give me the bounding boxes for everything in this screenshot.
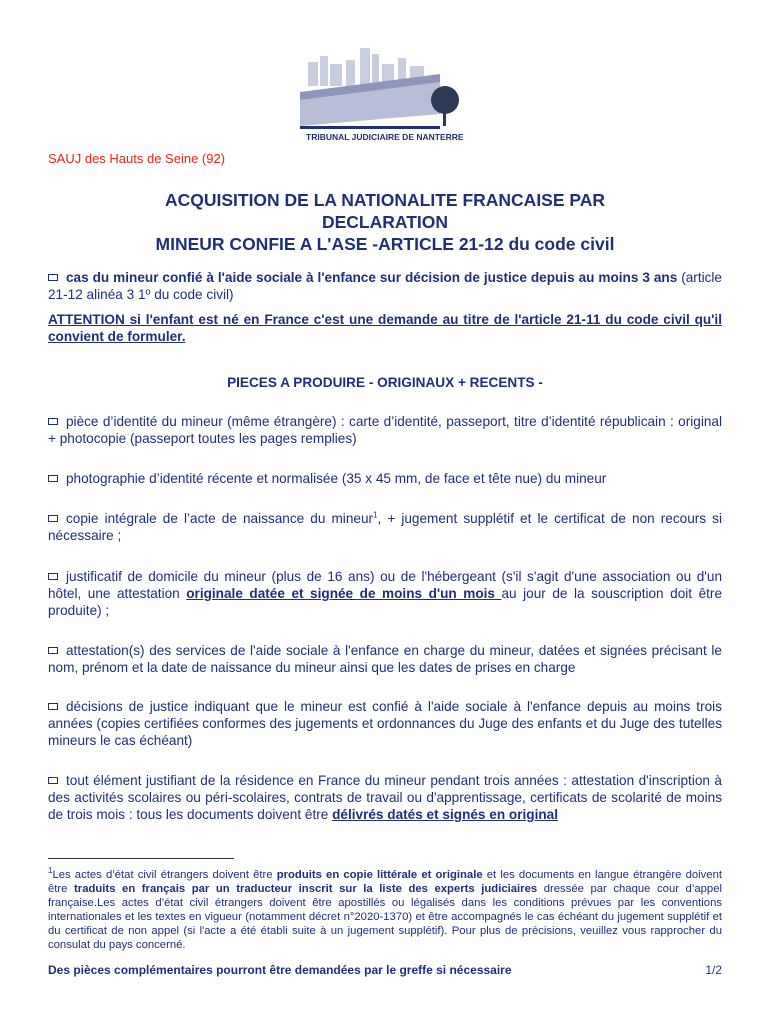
item-birth-certificate <box>48 510 722 544</box>
footnote-bold: produits en copie littérale et originale <box>276 869 483 881</box>
item-identity <box>48 413 722 447</box>
checkbox-icon[interactable] <box>48 418 58 425</box>
title-line-3: MINEUR CONFIE A L'ASE -ARTICLE 21-12 du code civil <box>155 234 615 254</box>
item-photo <box>48 470 722 487</box>
page-footer <box>48 963 722 977</box>
item-court-decisions <box>48 698 722 749</box>
page-number: 1/2 <box>705 963 722 977</box>
attention-note: ATTENTION si l'enfant est né en France c'est une demande au titre de l'article 21-11 du code civil qu'il convient de formuler. <box>48 312 722 344</box>
footnote <box>48 868 722 952</box>
item-residence-proof <box>48 772 722 823</box>
footnote-text: dressée par chaque cour d’appel française.Les actes d’état civil étrangers doivent être apostillés ou légalisés dans les conditions prévues par les conventions internationales et les textes en vigueur (notamment décret n°2020-1370) et être accompagnés le cas échéant du jugement supplétif et du certificat de non appel (si l'acte a été établi suite à un jugement supplétif). Pour plus de précisions, veuillez vous rapprocher du consulat du pays concerné. <box>48 883 722 951</box>
item-text: copie intégrale de l’acte de naissance du mineur <box>66 511 374 526</box>
item-ase-attestation <box>48 642 722 676</box>
page-title <box>60 189 710 255</box>
footnote-text: Les actes d’état civil étrangers doivent être <box>52 869 277 881</box>
item-text: attestation(s) des services de l'aide sociale à l'enfance en charge du mineur, datées et signées précisant le nom, prénom et la date de naissance du mineur ainsi que les dates de prises en charge <box>48 643 722 675</box>
checkbox-icon[interactable] <box>48 777 58 784</box>
checkbox-icon[interactable] <box>48 274 58 281</box>
item-text: décisions de justice indiquant que le mineur est confié à l'aide sociale à l'enfance depuis au moins trois années (copies certifiées conformes des jugements et ordonnances du Juge des enfants et du Juge des tutelles mineurs le cas échéant) <box>48 699 722 748</box>
checkbox-icon[interactable] <box>48 573 58 580</box>
item-text-cont: , + jugement supplétif et le certificat de non recours si nécessaire ; <box>48 511 722 543</box>
complementary-note: Des pièces complémentaires pourront être demandées par le greffe si nécessaire <box>48 963 512 977</box>
checkbox-icon[interactable] <box>48 647 58 654</box>
item-text: pièce d’identité du mineur (même étrangère) : carte d’identité, passeport, titre d’identité républicain : original + photocopie (passeport toutes les pages remplies) <box>48 414 722 446</box>
case-description <box>48 269 722 303</box>
title-line-1: ACQUISITION DE LA NATIONALITE FRANCAISE PAR <box>164 190 606 210</box>
item-text: justificatif de domicile du mineur (plus de 16 ans) ou de l'hébergeant (s'il s'agit d'une association ou d'un hôtel, une attestation <box>48 569 722 601</box>
service-name: SAUJ des Hauts de Seine (92) <box>48 151 226 166</box>
logo-text: TRIBUNAL JUDICIAIRE DE NANTERRE <box>306 132 464 142</box>
footnote-bold: traduits en français par un traducteur inscrit sur la liste des experts judiciaires <box>74 883 538 895</box>
pieces-heading: PIECES A PRODUIRE - ORIGINAUX + RECENTS - <box>227 375 543 390</box>
footnote-ref: 1 <box>373 510 378 520</box>
item-text: photographie d’identité récente et normalisée (35 x 45 mm, de face et tête nue) du mineur <box>66 471 607 486</box>
item-emphasis: délivrés datés et signés en original <box>332 807 558 822</box>
title-line-2: DECLARATION <box>321 212 449 232</box>
item-domicile <box>48 568 722 619</box>
logo-skyline-icon <box>290 40 470 150</box>
footnote-text: et les documents en langue étrangère doivent être <box>48 869 723 895</box>
item-emphasis: originale datée et signée de moins d'un mois <box>186 586 502 601</box>
checkbox-icon[interactable] <box>48 515 58 522</box>
footnote-separator <box>48 858 234 859</box>
checkbox-icon[interactable] <box>48 703 58 710</box>
case-text: cas du mineur confié à l'aide sociale à l'enfance sur décision de justice depuis au moins 3 ans <box>66 270 678 285</box>
footnote-number: 1 <box>48 866 53 876</box>
item-text-cont: au jour de la souscription doit être produite) ; <box>48 586 722 618</box>
checkbox-icon[interactable] <box>48 475 58 482</box>
case-reference: (article 21-12 alinéa 3 1º du code civil) <box>48 270 722 302</box>
item-text: tout élément justifiant de la résidence en France du mineur pendant trois années : attestation d'inscription à des activités scolaires ou péri-scolaires, contrats de travail ou d'apprentissage, certificats de scolarité de moins de trois mois : tous les documents doivent être <box>48 773 722 822</box>
tribunal-logo <box>290 40 470 150</box>
